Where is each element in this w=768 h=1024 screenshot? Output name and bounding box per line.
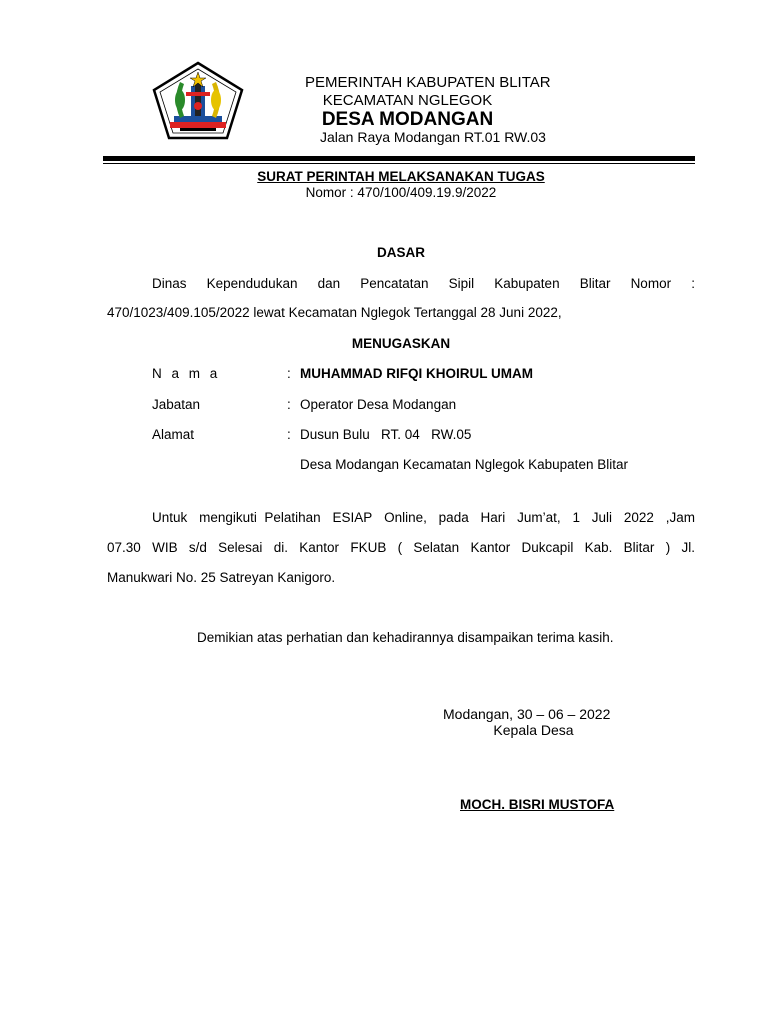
alamat-label: Alamat [152, 427, 195, 442]
word: Pencatatan [360, 276, 429, 291]
untuk-line-3: Manukwari No. 25 Satreyan Kanigoro. [107, 570, 336, 585]
word: ,Jam [665, 510, 695, 525]
word: Kependudukan [206, 276, 298, 291]
word: Online, [384, 510, 427, 525]
word: 07.30 [107, 540, 141, 555]
word: pada [438, 510, 469, 525]
signature-position: Kepala Desa [493, 722, 574, 738]
word: Nomor [630, 276, 672, 291]
word: di. [273, 540, 288, 555]
alamat-value-line-1: Dusun Bulu RT. 04 RW.05 [300, 427, 472, 442]
section-heading-dasar: DASAR [376, 245, 425, 260]
word: Selesai [218, 540, 263, 555]
word: : [691, 276, 695, 291]
word: Blitar [623, 540, 655, 555]
word: Juli [591, 510, 613, 525]
word: Kantor [299, 540, 340, 555]
word: Hari [480, 510, 506, 525]
word: Kantor [470, 540, 511, 555]
closing-statement: Demikian atas perhatian dan kehadirannya disampaikan terima kasih. [197, 630, 614, 645]
letterhead-divider-thick [103, 156, 695, 161]
word: 2022 [623, 510, 654, 525]
word: FKUB [350, 540, 387, 555]
word: ESIAP [332, 510, 373, 525]
nama-value: MUHAMMAD RIFQI KHOIRUL UMAM [300, 366, 533, 381]
letterhead-district: KECAMATAN NGLEGOK [322, 92, 493, 109]
nama-label: N a m a [152, 366, 221, 381]
letterhead-village: DESA MODANGAN [321, 109, 494, 130]
signature-name: MOCH. BISRI MUSTOFA [460, 797, 615, 812]
letterhead-government: PEMERINTAH KABUPATEN BLITAR [305, 74, 551, 91]
alamat-colon: : [287, 427, 291, 442]
word: Jl. [681, 540, 695, 555]
word: Dukcapil [521, 540, 574, 555]
regency-crest-icon [150, 60, 246, 142]
word: ) [665, 540, 671, 555]
word: s/d [188, 540, 207, 555]
section-heading-menugaskan: MENUGASKAN [351, 336, 451, 351]
signature-place-date: Modangan, 30 – 06 – 2022 [443, 706, 611, 722]
letterhead-address: Jalan Raya Modangan RT.01 RW.03 [320, 129, 546, 145]
word: dan [317, 276, 341, 291]
alamat-value-line-2: Desa Modangan Kecamatan Nglegok Kabupaten Blitar [300, 457, 628, 472]
nama-colon: : [287, 366, 291, 381]
word: mengikuti Pelatihan [199, 510, 321, 525]
jabatan-colon: : [287, 397, 291, 412]
jabatan-value: Operator Desa Modangan [300, 397, 457, 412]
dasar-line-1 [152, 276, 695, 291]
letterhead-divider-thin [103, 163, 695, 164]
word: Blitar [579, 276, 611, 291]
word: Selatan [413, 540, 460, 555]
word: Untuk [152, 510, 188, 525]
word: Kabupaten [494, 276, 560, 291]
word: 1 [572, 510, 580, 525]
letter-number: Nomor : 470/100/409.19.9/2022 [305, 185, 497, 200]
word: Dinas [152, 276, 187, 291]
jabatan-label: Jabatan [152, 397, 201, 412]
dasar-line-2: 470/1023/409.105/2022 lewat Kecamatan Nglegok Tertanggal 28 Juni 2022, [107, 305, 562, 320]
word: Jum’at, [517, 510, 561, 525]
untuk-line-1 [152, 510, 695, 525]
word: ( [397, 540, 403, 555]
word: Sipil [448, 276, 475, 291]
word: Kab. [584, 540, 613, 555]
word: WIB [152, 540, 178, 555]
letter-title: SURAT PERINTAH MELAKSANAKAN TUGAS [257, 169, 545, 184]
untuk-line-2 [107, 540, 695, 555]
